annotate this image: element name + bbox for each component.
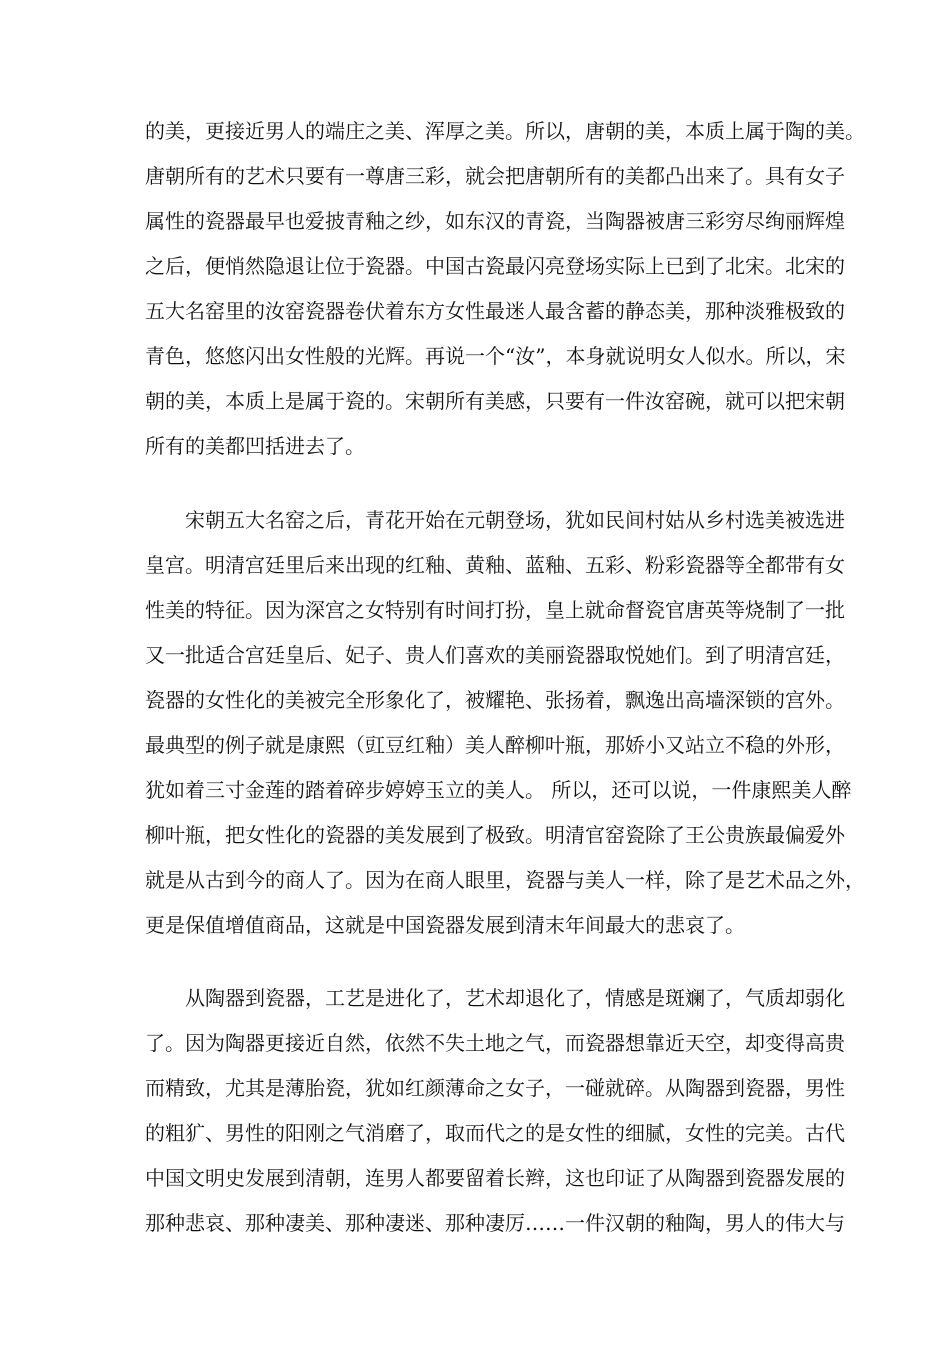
text-line: 之后，便悄然隐退让位于瓷器。中国古瓷最闪亮登场实际上已到了北宋。北宋的 xyxy=(145,254,845,278)
text-line: 那种悲哀、那种凄美、那种凄迷、那种凄厉……一件汉朝的釉陶，男人的伟大与 xyxy=(145,1211,845,1235)
text-line: 唐朝所有的艺术只要有一尊唐三彩，就会把唐朝所有的美都凸出来了。具有女子 xyxy=(145,164,845,188)
text-line: 青色，悠悠闪出女性般的光辉。再说一个“汝”，本身就说明女人似水。所以，宋 xyxy=(145,344,846,368)
text-line: 就是从古到今的商人了。因为在商人眼里，瓷器与美人一样，除了是艺术品之外， xyxy=(145,868,865,892)
text-line: 的美，更接近男人的端庄之美、浑厚之美。所以，唐朝的美，本质上属于陶的美。 xyxy=(145,119,865,143)
text-line: 犹如着三寸金莲的踏着碎步婷婷玉立的美人。 所以，还可以说，一件康熙美人醉 xyxy=(145,778,852,802)
text-line: 皇宫。明清宫廷里后来出现的红釉、黄釉、蓝釉、五彩、粉彩瓷器等全都带有女 xyxy=(145,553,845,577)
text-line: 了。因为陶器更接近自然，依然不失土地之气，而瓷器想靠近天空，却变得高贵 xyxy=(145,1031,845,1055)
text-line: 的粗犷、男性的阳刚之气消磨了，取而代之的是女性的细腻，女性的完美。古代 xyxy=(145,1121,845,1145)
text-line: 更是保值增值商品，这就是中国瓷器发展到清末年间最大的悲哀了。 xyxy=(145,913,745,937)
text-line: 朝的美，本质上是属于瓷的。宋朝所有美感，只要有一件汝窑碗，就可以把宋朝 xyxy=(145,389,845,413)
text-line: 又一批适合宫廷皇后、妃子、贵人们喜欢的美丽瓷器取悦她们。到了明清宫廷， xyxy=(145,643,845,667)
text-line: 五大名窑里的汝窑瓷器卷伏着东方女性最迷人最含蓄的静态美，那种淡雅极致的 xyxy=(145,299,845,323)
text-line: 瓷器的女性化的美被完全形象化了，被耀艳、张扬着，飘逸出高墙深锁的宫外。 xyxy=(145,688,845,712)
text-line: 中国文明史发展到清朝，连男人都要留着长辫，这也印证了从陶器到瓷器发展的 xyxy=(145,1166,845,1190)
text-line: 而精致，尤其是薄胎瓷，犹如红颜薄命之女子，一碰就碎。从陶器到瓷器，男性 xyxy=(145,1076,845,1100)
text-line: 性美的特征。因为深宫之女特别有时间打扮，皇上就命督瓷官唐英等烧制了一批 xyxy=(145,598,845,622)
text-line: 最典型的例子就是康熙（豇豆红釉）美人醉柳叶瓶，那娇小又站立不稳的外形， xyxy=(145,733,845,757)
text-line: 从陶器到瓷器，工艺是进化了，艺术却退化了，情感是斑斓了，气质却弱化 xyxy=(185,986,845,1010)
text-line: 属性的瓷器最早也爱披青釉之纱，如东汉的青瓷，当陶器被唐三彩穷尽绚丽辉煌 xyxy=(145,209,845,233)
text-line: 宋朝五大名窑之后，青花开始在元朝登场，犹如民间村姑从乡村选美被选进 xyxy=(185,508,845,532)
text-line: 所有的美都凹括进去了。 xyxy=(145,434,365,458)
text-line: 柳叶瓶，把女性化的瓷器的美发展到了极致。明清官窑瓷除了王公贵族最偏爱外 xyxy=(145,823,845,847)
